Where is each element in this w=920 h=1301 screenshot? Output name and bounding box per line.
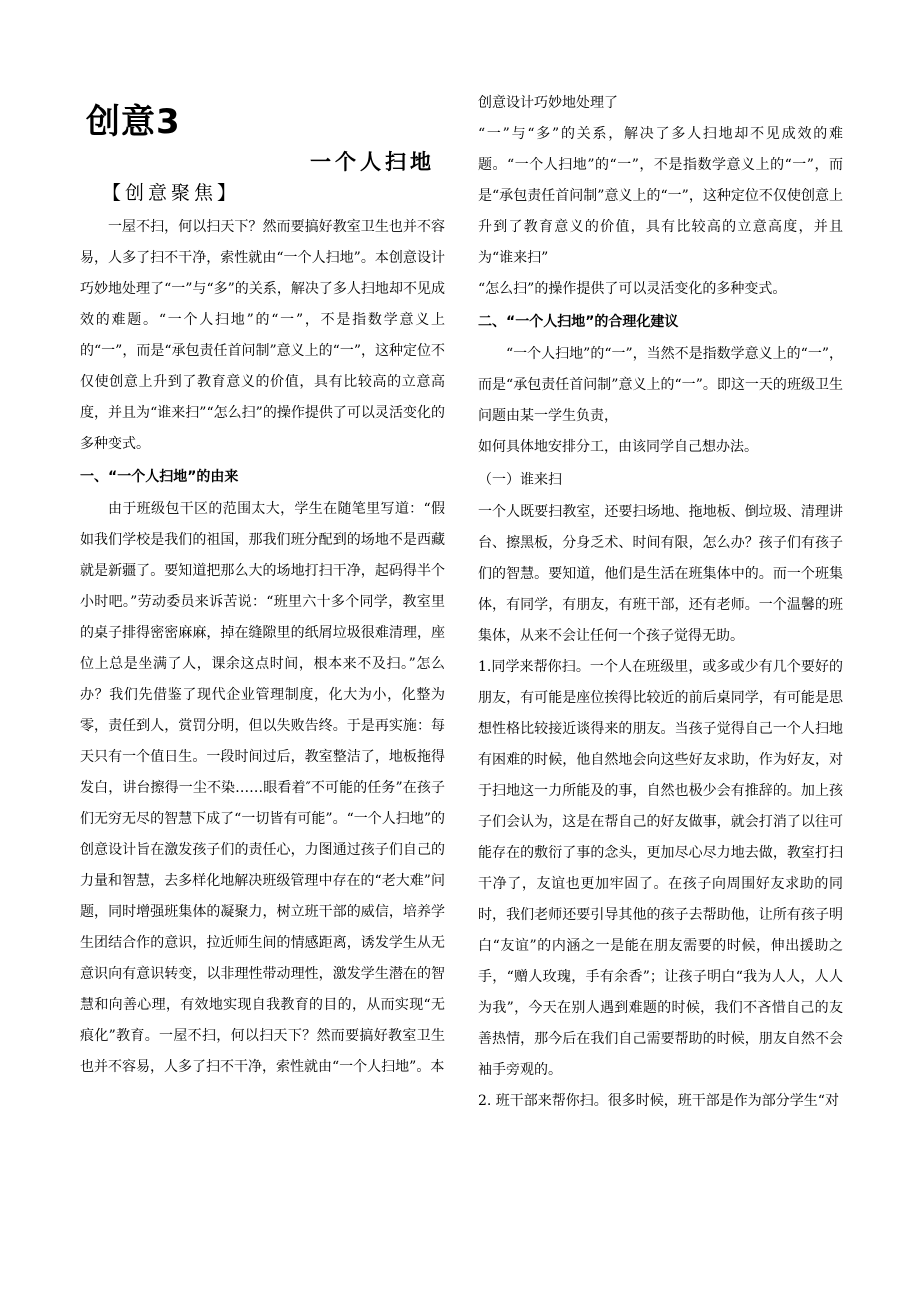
- sub1-paragraph: 一个人既要扫教室，还要扫场地、拖地板、倒垃圾、清理讲台、擦黑板，分身乏术、时间有限，怎么办？孩子们有孩子们的智慧。要知道，他们是生活在班集体中的。而一个班集体，有同学，有朋友，有班干部，还有老师。一个温馨的班集体，从来不会让任何一个孩子觉得无助。: [478, 504, 843, 644]
- continued-line-1: 创意设计巧妙地处理了: [478, 95, 618, 111]
- intro-paragraph: 一屋不扫，何以扫天下？然而要搞好教室卫生也并不容易，人多了扫不干净，索性就由“一个人扫地”。本创意设计巧妙地处理了“一”与“多”的关系，解决了多人扫地却不见成效的难题。“一个人扫地”的“一”，不是指数学意义上的“一”，而是“承包责任首问制”意义上的“一”，这种定位不仅使创意上升到了教育意义的价值，具有比较高的立意高度，并且为“谁来扫”“怎么扫”的操作提供了可以灵活变化的多种变式。: [80, 219, 445, 452]
- left-column: [80, 212, 445, 1083]
- section1-heading: 一、“一个人扫地”的由来: [80, 469, 239, 485]
- list-item-2: 2. 班干部来帮你扫。很多时候，班干部是作为部分学生“对: [478, 1093, 839, 1109]
- document-title: 创意3: [86, 102, 181, 142]
- section2-paragraph: “一个人扫地”的“一”，当然不是指数学意义上的“一”，而是“承包责任首问制”意义上的“一”。即这一天的班级卫生问题由某一学生负责，: [478, 346, 843, 424]
- list-item-1: 1.同学来帮你扫。一个人在班级里，或多或少有几个要好的朋友，有可能是座位挨得比较近的前后桌同学，有可能是思想性格比较接近谈得来的朋友。当孩子觉得自己一个人扫地有困难的时候，他自然地会向这些好友求助，作为好友，对于扫地这一力所能及的事，自然也极少会有推辞的。加上孩子们会认为，这是在帮自己的好友做事，就会打消了以往可能存在的敷衍了事的念头，更加尽心尽力地去做，教室打扫干净了，友谊也更加牢固了。在孩子向周围好友求助的同时，我们老师还要引导其他的孩子去帮助他，让所有孩子明白“友谊”的内涵之一是能在朋友需要的时候，伸出援助之手，“赠人玫瑰，手有余香”；让孩子明白“我为人人，人人为我”，今天在别人遇到难题的时候，我们不吝惜自己的友善热情，那今后在我们自己需要帮助的时候，朋友自然不会袖手旁观的。: [478, 659, 843, 1078]
- continued-paragraph: “一”与“多”的关系，解决了多人扫地却不见成效的难题。“一个人扫地”的“一”，不是指数学意义上的“一”，而是“承包责任首问制”意义上的“一”，这种定位不仅使创意上升到了教育意义的价值，具有比较高的立意高度，并且为“谁来扫”: [478, 126, 843, 266]
- section2-heading: 二、“一个人扫地”的合理化建议: [478, 314, 679, 330]
- document-subtitle: 一个人扫地: [310, 150, 435, 174]
- sub1-heading: （一）谁来扫: [478, 472, 562, 488]
- right-column: [478, 88, 843, 1117]
- section2-paragraph-2: 如何具体地安排分工，由该同学自己想办法。: [478, 439, 758, 455]
- focus-label: 【创意聚焦】: [102, 182, 241, 204]
- section1-paragraph: 由于班级包干区的范围太大，学生在随笔里写道：“假如我们学校是我们的祖国，那我们班分配到的场地不是西藏就是新疆了。要知道把那么大的场地打扫干净，起码得半个小时吧。”劳动委员来诉苦说：“班里六十多个同学，教室里的桌子排得密密麻麻，掉在缝隙里的纸屑垃圾很难清理，座位上总是坐满了人，课余这点时间，根本来不及扫。”怎么办？我们先借鉴了现代企业管理制度，化大为小，化整为零，责任到人，赏罚分明，但以失败告终。于是再实施：每天只有一个值日生。一段时间过后，教室整洁了，地板拖得发白，讲台擦得一尘不染……眼看着″不可能的任务”在孩子们无穷无尽的智慧下成了“一切皆有可能”。“一个人扫地”的创意设计旨在激发孩子们的责任心，力图通过孩子们自己的力量和智慧，去多样化地解决班级管理中存在的“老大难”问题，同时增强班集体的凝聚力，树立班干部的威信，培养学生团结合作的意识，拉近师生间的情感距离，诱发学生从无意识向有意识转变，以非理性带动理性，激发学生潜在的智慧和向善心理，有效地实现自我教育的目的，从而实现“无痕化”教育。一屋不扫，何以扫天下？然而要搞好教室卫生也并不容易，人多了扫不干净，索性就由“一个人扫地”。本: [80, 501, 445, 1075]
- continued-line-3: “怎么扫”的操作提供了可以灵活变化的多种变式。: [478, 281, 787, 297]
